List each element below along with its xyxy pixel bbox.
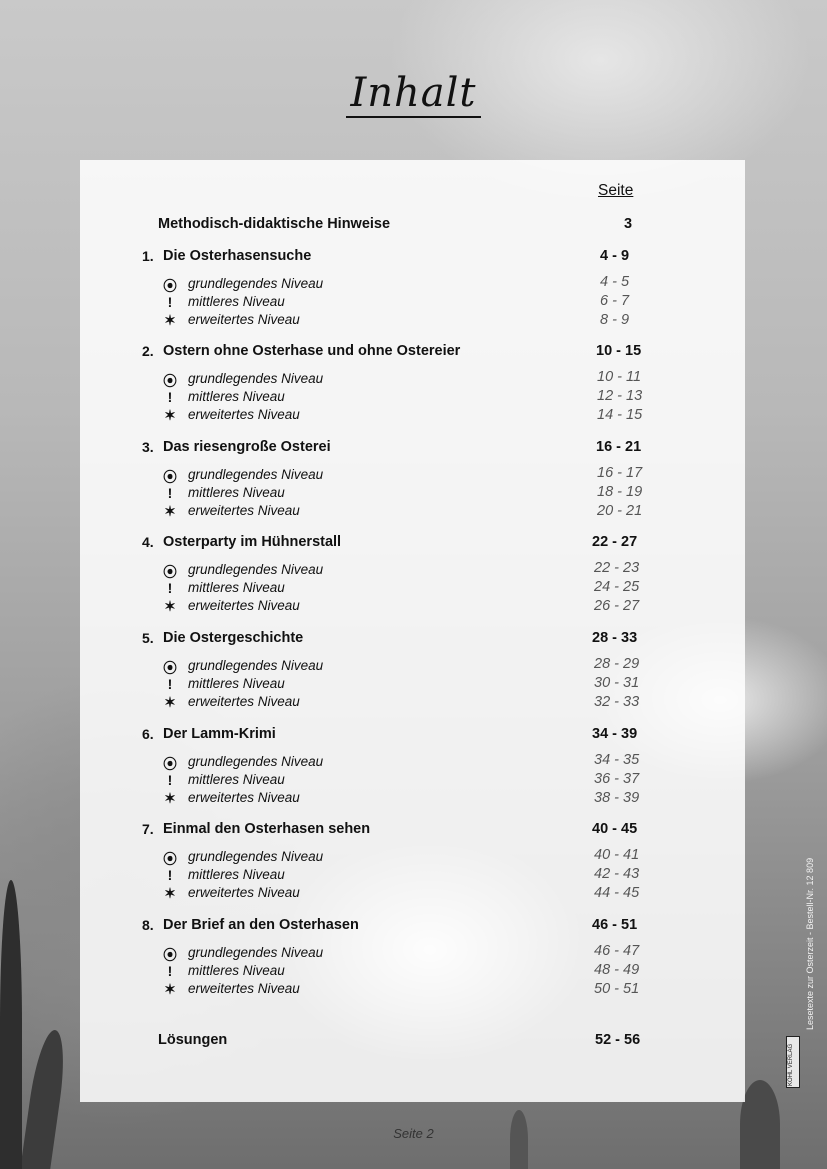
toc-level-label: erweitertes Niveau [188, 312, 300, 327]
toc-level-label: grundlegendes Niveau [188, 371, 324, 386]
toc-chapter-number: 6. [142, 726, 154, 742]
target-icon: ⦿ [163, 373, 177, 389]
page-title: Inhalt [0, 70, 827, 116]
toc-level-label: erweitertes Niveau [188, 790, 300, 805]
toc-chapter-title: Der Brief an den Osterhasen [163, 917, 359, 933]
toc-chapter-pages: 16 - 21 [596, 439, 642, 455]
star-icon: ✶ [164, 790, 176, 806]
toc-level-row [80, 849, 745, 867]
star-icon: ✶ [164, 694, 176, 710]
toc-chapter-title: Ostern ohne Osterhase und ohne Ostereier [163, 343, 461, 359]
toc-chapter-number: 5. [142, 630, 154, 646]
toc-level-label: mittleres Niveau [188, 294, 285, 309]
target-icon: ⦿ [163, 851, 177, 867]
target-icon: ⦿ [163, 469, 177, 485]
publisher-logo: KOHL VERLAG [786, 1036, 800, 1088]
toc-level-pages: 32 - 33 [594, 694, 640, 710]
toc-level-pages: 8 - 9 [600, 312, 630, 328]
toc-level-label: grundlegendes Niveau [188, 562, 324, 577]
toc-level-pages: 10 - 11 [597, 369, 642, 385]
toc-level-label: mittleres Niveau [188, 772, 285, 787]
toc-level-pages: 14 - 15 [597, 407, 643, 423]
toc-level-pages: 48 - 49 [594, 962, 640, 978]
toc-level-pages: 12 - 13 [597, 388, 643, 404]
target-icon: ⦿ [163, 564, 177, 580]
toc-level-row [80, 389, 745, 407]
toc-entry [80, 216, 745, 236]
toc-chapter-title: Die Ostergeschichte [163, 630, 304, 646]
toc-chapter [80, 726, 745, 746]
toc-level-row [80, 562, 745, 580]
toc-chapter-number: 4. [142, 534, 154, 550]
toc-entry [80, 1032, 745, 1052]
toc-level-row [80, 467, 745, 485]
exclamation-icon: ! [167, 772, 173, 788]
toc-chapter-pages: 46 - 51 [592, 917, 638, 933]
toc-entry-pages: 52 - 56 [595, 1032, 641, 1048]
toc-level-label: grundlegendes Niveau [188, 945, 324, 960]
toc-level-label: mittleres Niveau [188, 485, 285, 500]
toc-chapter [80, 343, 745, 363]
toc-level-pages: 40 - 41 [594, 847, 640, 863]
toc-level-label: erweitertes Niveau [188, 598, 300, 613]
toc-level-row [80, 676, 745, 694]
toc-level-pages: 34 - 35 [594, 752, 640, 768]
toc-level-pages: 44 - 45 [594, 885, 640, 901]
toc-level-row [80, 790, 745, 808]
toc-level-row [80, 371, 745, 389]
toc-level-pages: 18 - 19 [597, 484, 643, 500]
toc-panel [80, 160, 745, 1102]
toc-level-label: mittleres Niveau [188, 676, 285, 691]
toc-level-label: grundlegendes Niveau [188, 467, 324, 482]
background-leaf [20, 1030, 70, 1169]
toc-level-row [80, 981, 745, 999]
toc-chapter-number: 1. [142, 248, 154, 264]
toc-level-row [80, 276, 745, 294]
target-icon: ⦿ [163, 278, 177, 294]
target-icon: ⦿ [163, 947, 177, 963]
toc-chapter-pages: 4 - 9 [600, 248, 630, 264]
toc-level-row [80, 598, 745, 616]
toc-level-label: grundlegendes Niveau [188, 276, 324, 291]
toc-level-label: grundlegendes Niveau [188, 754, 324, 769]
toc-level-label: erweitertes Niveau [188, 503, 300, 518]
toc-entry-title: Lösungen [158, 1032, 228, 1048]
toc-chapter [80, 248, 745, 268]
toc-chapter-pages: 22 - 27 [592, 534, 638, 550]
toc-chapter-number: 2. [142, 343, 154, 359]
toc-level-pages: 6 - 7 [600, 293, 630, 309]
exclamation-icon: ! [167, 389, 173, 405]
exclamation-icon: ! [167, 676, 173, 692]
toc-entry-title: Methodisch-didaktische Hinweise [158, 216, 391, 232]
page-column-header: Seite [598, 182, 634, 199]
toc-level-label: mittleres Niveau [188, 963, 285, 978]
toc-level-pages: 20 - 21 [597, 503, 643, 519]
toc-level-pages: 30 - 31 [594, 675, 640, 691]
toc-level-pages: 4 - 5 [600, 274, 630, 290]
toc-chapter [80, 630, 745, 650]
exclamation-icon: ! [167, 963, 173, 979]
toc-level-row [80, 772, 745, 790]
order-number-text: Lesetexte zur Osterzeit - Bestell-Nr. 12 809 [805, 857, 815, 1030]
star-icon: ✶ [164, 885, 176, 901]
toc-level-row [80, 694, 745, 712]
toc-level-pages: 28 - 29 [594, 656, 640, 672]
page-number: Seite 2 [393, 1126, 434, 1141]
toc-chapter-title: Der Lamm-Krimi [163, 726, 276, 742]
star-icon: ✶ [164, 598, 176, 614]
table-of-contents [80, 160, 745, 1102]
star-icon: ✶ [164, 407, 176, 423]
toc-chapter-title: Die Osterhasensuche [163, 248, 312, 264]
toc-level-row [80, 580, 745, 598]
toc-chapter-pages: 10 - 15 [596, 343, 642, 359]
toc-level-row [80, 867, 745, 885]
toc-chapter-title: Einmal den Osterhasen sehen [163, 821, 371, 837]
toc-chapter-pages: 28 - 33 [592, 630, 638, 646]
toc-level-pages: 42 - 43 [594, 866, 640, 882]
toc-chapter [80, 439, 745, 459]
toc-level-row [80, 963, 745, 981]
toc-level-row [80, 485, 745, 503]
toc-level-label: erweitertes Niveau [188, 981, 300, 996]
exclamation-icon: ! [167, 580, 173, 596]
toc-level-row [80, 503, 745, 521]
toc-level-row [80, 885, 745, 903]
toc-level-row [80, 312, 745, 330]
toc-level-pages: 24 - 25 [594, 579, 640, 595]
toc-level-row [80, 407, 745, 425]
toc-chapter-pages: 34 - 39 [592, 726, 638, 742]
toc-chapter [80, 821, 745, 841]
toc-chapter-number: 7. [142, 821, 154, 837]
background-leaf [740, 1080, 780, 1169]
toc-chapter-number: 8. [142, 917, 154, 933]
toc-level-label: erweitertes Niveau [188, 407, 300, 422]
toc-level-label: erweitertes Niveau [188, 885, 300, 900]
toc-level-row [80, 294, 745, 312]
toc-level-label: mittleres Niveau [188, 580, 285, 595]
target-icon: ⦿ [163, 660, 177, 676]
toc-level-pages: 38 - 39 [594, 790, 640, 806]
toc-level-row [80, 754, 745, 772]
toc-chapter-number: 3. [142, 439, 154, 455]
toc-chapter-pages: 40 - 45 [592, 821, 638, 837]
star-icon: ✶ [164, 503, 176, 519]
toc-level-row [80, 658, 745, 676]
toc-chapter [80, 534, 745, 554]
exclamation-icon: ! [167, 485, 173, 501]
toc-level-label: grundlegendes Niveau [188, 849, 324, 864]
toc-level-pages: 36 - 37 [594, 771, 640, 787]
toc-level-label: mittleres Niveau [188, 389, 285, 404]
exclamation-icon: ! [167, 867, 173, 883]
toc-level-pages: 26 - 27 [594, 598, 640, 614]
star-icon: ✶ [164, 981, 176, 997]
toc-level-label: grundlegendes Niveau [188, 658, 324, 673]
exclamation-icon: ! [167, 294, 173, 310]
toc-level-label: mittleres Niveau [188, 867, 285, 882]
toc-entry-pages: 3 [624, 216, 633, 232]
toc-level-pages: 46 - 47 [594, 943, 640, 959]
toc-level-pages: 16 - 17 [597, 465, 643, 481]
toc-level-label: erweitertes Niveau [188, 694, 300, 709]
star-icon: ✶ [164, 312, 176, 328]
toc-level-row [80, 945, 745, 963]
toc-level-pages: 22 - 23 [594, 560, 640, 576]
toc-chapter-title: Osterparty im Hühnerstall [163, 534, 342, 550]
target-icon: ⦿ [163, 756, 177, 772]
toc-chapter-title: Das riesengroße Osterei [163, 439, 331, 455]
toc-level-pages: 50 - 51 [594, 981, 640, 997]
toc-chapter [80, 917, 745, 937]
